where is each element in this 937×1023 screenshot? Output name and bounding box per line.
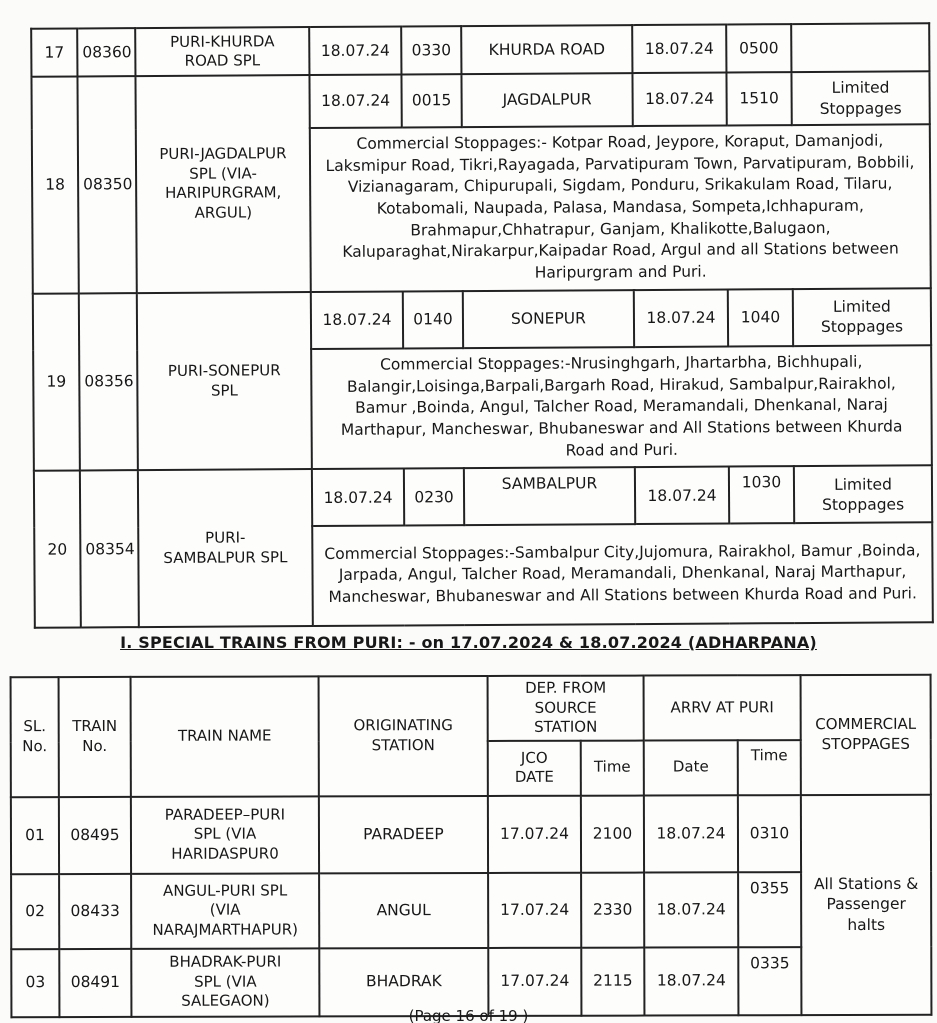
train-name-cell: PURI- SAMBALPUR SPL [138, 469, 313, 627]
special-trains-from-puri-table [10, 674, 933, 1018]
train-name-header: TRAIN NAME [131, 676, 319, 796]
arr-time-cell: 1040 [728, 289, 793, 346]
originating-station-cell: ANGUL [319, 872, 488, 947]
commercial-stoppages-cell: Commercial Stoppages:-Sambalpur City,Jujomura, Rairakhol, Bamur ,Boinda, Jarpada, Angul, Talcher Road, Meramandali, Dhenkanal, Naraj Marthapur, Mancheswar, Bhubaneswar and All Stations between Khurda Road and Puri. [312, 523, 933, 627]
station-cell: SAMBALPUR [464, 467, 635, 525]
train-no-cell: 08350 [77, 76, 136, 293]
dep-time-cell: 2330 [581, 872, 644, 947]
dep-time-cell: 2100 [581, 795, 644, 872]
table-row [11, 871, 931, 948]
sl-no-cell: 18 [31, 76, 78, 293]
remarks-cell [791, 23, 929, 72]
originating-station-cell: BHADRAK [319, 947, 488, 1015]
dep-date-cell: 18.07.24 [311, 291, 403, 349]
sl-no-cell: 03 [11, 949, 59, 1017]
station-cell: JAGDALPUR [461, 73, 632, 127]
arr-time-cell: 0355 [738, 872, 801, 947]
table-row [33, 288, 931, 350]
table-row [31, 71, 929, 129]
header-row [11, 675, 931, 742]
train-no-cell: 08491 [59, 948, 131, 1016]
table-row [34, 466, 932, 528]
sl-no-cell: 17 [31, 28, 77, 76]
remarks-cell: Limited Stoppages [794, 466, 932, 524]
arr-date-header: Date [644, 740, 738, 795]
arr-time-header: Time [738, 740, 801, 795]
dep-time-cell: 0140 [403, 291, 463, 348]
sl-no-cell: 02 [11, 874, 59, 949]
arr-time-cell: 1510 [726, 72, 791, 125]
train-name-cell: PARADEEP–PURI SPL (VIA HARIDASPUR0 [131, 796, 319, 873]
station-cell: SONEPUR [463, 290, 634, 348]
commercial-stoppages-cell: Commercial Stoppages:-Nrusinghgarh, Jhartarbha, Bichhupali, Balangir,Loisinga,Barpali,Bargarh Road, Hirakud, Sambalpur,Rairakhol, Bamur ,Boinda, Angul, Talcher Road, Meramandali, Dhenkanal, Naraj Marthapur, Mancheswar, Bhubaneswar and All Stations between Khurda Road and Puri. [311, 345, 932, 469]
train-no-cell: 08360 [77, 28, 135, 76]
train-no-cell: 08356 [79, 293, 138, 471]
originating-station-header: ORIGINATING STATION [319, 676, 488, 796]
station-cell: KHURDA ROAD [461, 25, 632, 74]
section-heading: I. SPECIAL TRAINS FROM PURI: - on 17.07.2024 & 18.07.2024 (ADHARPANA) [120, 633, 817, 652]
dep-time-cell: 0015 [401, 74, 461, 127]
sl-no-cell: 20 [34, 471, 81, 628]
special-trains-table-continued [30, 22, 934, 629]
train-name-cell: PURI-KHURDA ROAD SPL [135, 27, 309, 76]
sl-no-header: SL. No. [11, 677, 59, 797]
arr-date-cell: 18.07.24 [635, 467, 729, 525]
remarks-cell: Limited Stoppages [793, 288, 931, 346]
sl-no-cell: 01 [11, 797, 59, 874]
remarks-cell: Limited Stoppages [791, 71, 929, 125]
dep-time-header: Time [581, 740, 644, 795]
page-number-footer: (Page 16 of 19 ) [408, 1007, 529, 1023]
train-name-cell: PURI-SONEPUR SPL [137, 292, 312, 470]
arrv-at-puri-header: ARRV AT PURI [644, 675, 801, 740]
arr-time-cell: 0310 [738, 795, 801, 872]
dep-date-cell: 17.07.24 [488, 795, 581, 872]
jco-date-header: JCO DATE [488, 740, 581, 795]
table-row [31, 23, 929, 76]
arr-date-cell: 18.07.24 [632, 25, 726, 74]
arr-time-cell: 1030 [729, 466, 794, 523]
commercial-stoppages-cell: Commercial Stoppages:- Kotpar Road, Jeypore, Koraput, Damanjodi, Laksmipur Road, Tikri,Rayagada, Parvatipuram Town, Parvatipuram, Bobbili, Vizianagaram, Chipurupali, Sigdam, Ponduru, Srikakulam Road, Tilaru, Kotabomali, Naupada, Palasa, Mandasa, Sompeta,Ichhapuram, Brahmapur,Chhatrapur, Ganjam, Khalikotte,Balugaon, Kaluparaghat,Nirakarpur,Kaipadar Road, Argul and all Stations between Haripurgram and Puri. [310, 124, 931, 292]
dep-date-cell: 17.07.24 [488, 947, 581, 1015]
originating-station-cell: PARADEEP [319, 795, 488, 872]
train-no-header: TRAIN No. [59, 677, 131, 797]
train-name-cell: PURI-JAGDALPUR SPL (VIA- HARIPURGRAM, ARGUL) [135, 75, 310, 293]
sl-no-cell: 19 [33, 293, 80, 471]
dep-time-cell: 2115 [581, 947, 644, 1015]
commercial-stoppages-header: COMMERCIAL STOPPAGES [801, 675, 931, 795]
dep-from-source-header: DEP. FROM SOURCE STATION [488, 676, 644, 741]
dep-date-cell: 17.07.24 [488, 872, 581, 947]
dep-date-cell: 18.07.24 [312, 469, 404, 527]
train-no-cell: 08354 [80, 470, 139, 627]
train-name-cell: ANGUL-PURI SPL (VIA NARAJMARTHAPUR) [131, 873, 319, 948]
arr-time-cell: 0335 [738, 947, 801, 1015]
arr-time-cell: 0500 [726, 24, 791, 72]
arr-date-cell: 18.07.24 [632, 73, 726, 127]
commercial-stoppages-cell: All Stations & Passenger halts [801, 794, 932, 1014]
dep-date-cell: 18.07.24 [309, 74, 401, 128]
table-row [11, 794, 931, 873]
dep-date-cell: 18.07.24 [309, 26, 401, 75]
arr-date-cell: 18.07.24 [644, 795, 738, 872]
train-name-cell: BHADRAK-PURI SPL (VIA SALEGAON) [131, 948, 319, 1016]
train-no-cell: 08433 [59, 873, 131, 948]
arr-date-cell: 18.07.24 [644, 872, 738, 947]
dep-time-cell: 0330 [401, 26, 461, 74]
arr-date-cell: 18.07.24 [634, 289, 728, 347]
dep-time-cell: 0230 [404, 468, 464, 525]
train-no-cell: 08495 [59, 796, 131, 873]
arr-date-cell: 18.07.24 [644, 947, 738, 1015]
